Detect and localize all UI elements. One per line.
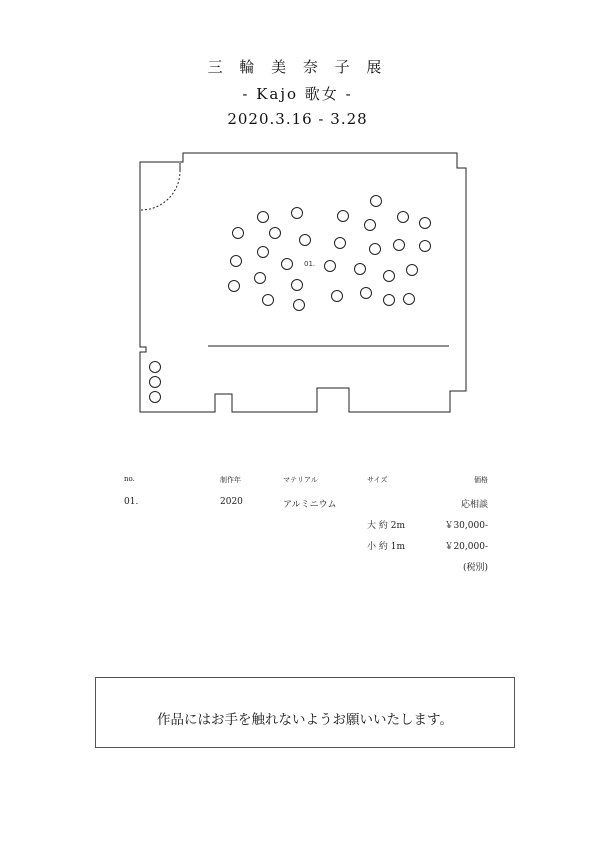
artwork-circle xyxy=(150,377,161,388)
size-small: 小 約 1m xyxy=(367,542,405,552)
header-year: 制作年 xyxy=(220,476,241,484)
artwork-circle xyxy=(229,281,240,292)
artwork-circle xyxy=(361,288,372,299)
artwork-circle xyxy=(420,241,431,252)
artwork-circle xyxy=(231,256,242,267)
artwork-circle xyxy=(294,300,305,311)
row-year: 2020 xyxy=(220,497,243,507)
artwork-circles xyxy=(150,196,431,403)
artwork-circle xyxy=(255,273,266,284)
notice-box xyxy=(95,677,515,748)
page-title: 三 輪 美 奈 子 展 xyxy=(207,58,388,76)
artwork-circle xyxy=(270,228,281,239)
artwork-circle xyxy=(300,235,311,246)
header-price: 価格 xyxy=(474,476,488,484)
header-size: サイズ xyxy=(367,476,388,484)
artwork-circle xyxy=(258,247,269,258)
artwork-circle xyxy=(370,244,381,255)
artwork-circle xyxy=(325,261,336,272)
artwork-circle xyxy=(338,211,349,222)
artwork-circle xyxy=(355,264,366,275)
artwork-circle xyxy=(332,291,343,302)
artwork-circle xyxy=(263,295,274,306)
door-swing xyxy=(141,171,180,210)
artwork-circle xyxy=(398,212,409,223)
tax-note: (税別) xyxy=(462,563,488,573)
notice-text: 作品にはお手を触れないようお願いいたします。 xyxy=(157,712,453,728)
size-large: 大 約 2m xyxy=(367,521,405,531)
artwork-circle xyxy=(420,218,431,229)
exhibition-subtitle: - Kajo 歌女 - xyxy=(242,85,353,103)
artwork-circle xyxy=(292,280,303,291)
artwork-circle xyxy=(335,238,346,249)
row-price: 応相談 xyxy=(460,500,488,510)
exhibition-dates: 2020.3.16 - 3.28 xyxy=(227,110,368,128)
artwork-circle xyxy=(394,240,405,251)
artwork-circle xyxy=(404,294,415,305)
price-small: ￥20,000- xyxy=(444,542,488,552)
artwork-circle xyxy=(150,392,161,403)
artwork-circle xyxy=(407,265,418,276)
header-no: no. xyxy=(124,475,135,483)
artwork-circle xyxy=(371,196,382,207)
artwork-circle xyxy=(384,271,395,282)
artwork-circle xyxy=(258,212,269,223)
price-large: ￥30,000- xyxy=(444,521,488,531)
artwork-circle xyxy=(365,220,376,231)
artwork-circle xyxy=(384,295,395,306)
artwork-circle xyxy=(282,259,293,270)
header-material: マテリアル xyxy=(283,476,318,484)
artwork-circle xyxy=(150,362,161,373)
row-no: 01. xyxy=(124,497,139,507)
row-material: アルミニウム xyxy=(283,500,337,510)
artwork-number-label: 01. xyxy=(304,260,316,268)
artwork-circle xyxy=(233,228,244,239)
artwork-circle xyxy=(292,208,303,219)
floor-plan-walls xyxy=(140,153,466,412)
